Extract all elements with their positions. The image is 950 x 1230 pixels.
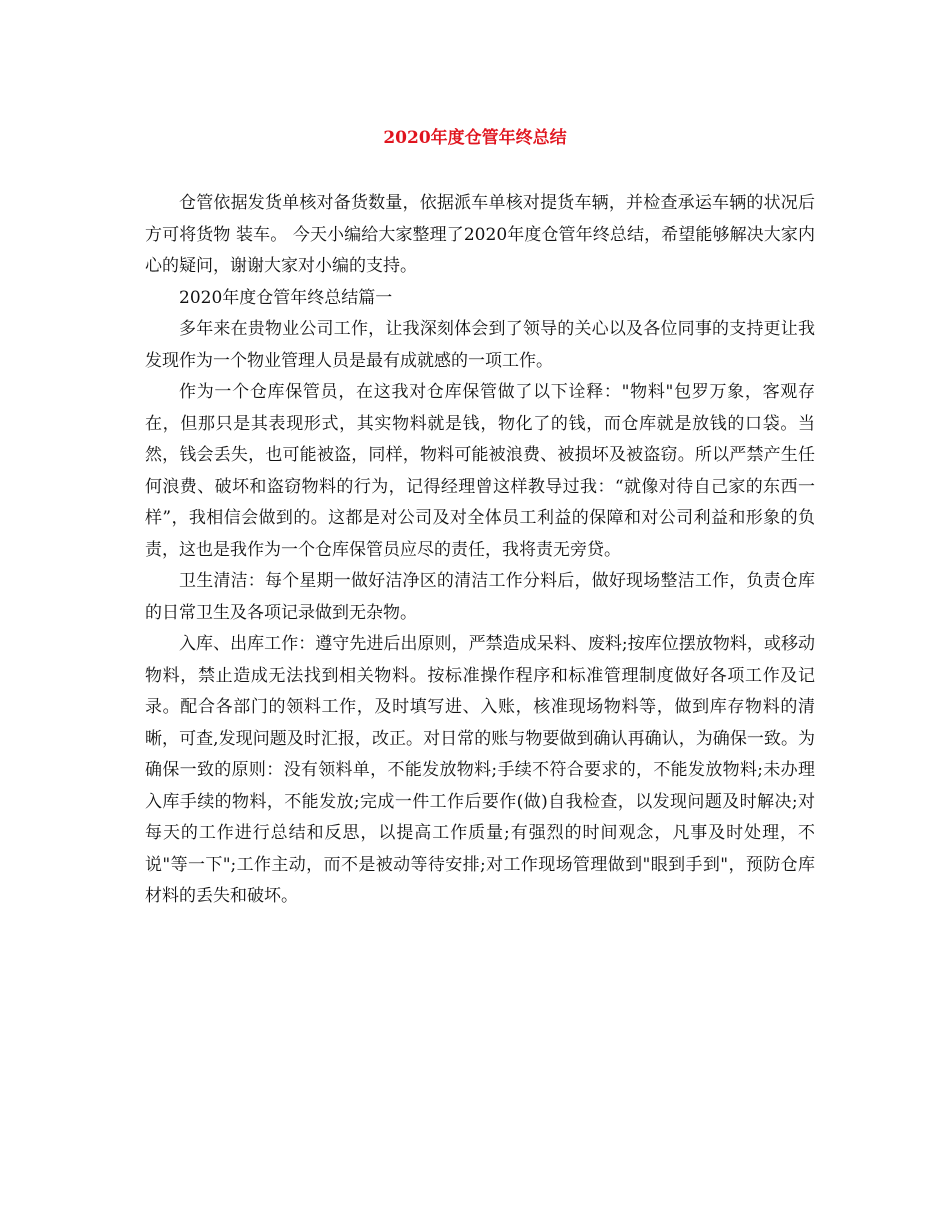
section-heading: 2020年度仓管年终总结篇一 [179,287,393,308]
document-title: 2020年度仓管年终总结 [383,128,567,148]
body-paragraph: 多年来在贵物业公司工作，让我深刻体会到了领导的关心以及各位同事的支持更让我发现作为一个物业管理人员是最有成就感的一项工作。 [145,319,815,371]
body-paragraph: 卫生清洁：每个星期一做好洁净区的清洁工作分料后，做好现场整洁工作，负责仓库的日常卫生及各项记录做到无杂物。 [145,571,815,623]
document-body [145,188,815,913]
body-paragraph: 作为一个仓库保管员，在这我对仓库保管做了以下诠释："物料"包罗万象，客观存在，但那只是其表现形式，其实物料就是钱，物化了的钱，而仓库就是放钱的口袋。当然，钱会丢失，也可能被盗，同样，物料可能被浪费、被损坏及被盗窃。所以严禁产生任何浪费、破坏和盗窃物料的行为，记得经理曾这样教导过我：“就像对待自己家的东西一样”，我相信会做到的。这都是对公司及对全体员工利益的保障和对公司利益和形象的负责，这也是我作为一个仓库保管员应尽的责任，我将责无旁贷。 [145,382,815,560]
body-paragraph: 入库、出库工作：遵守先进后出原则，严禁造成呆料、废料;按库位摆放物料，或移动物料，禁止造成无法找到相关物料。按标准操作程序和标准管理制度做好各项工作及记录。配合各部门的领料工作，及时填写进、入账，核准现场物料等，做到库存物料的清晰，可查,发现问题及时汇报，改正。对日常的账与物要做到确认再确认，为确保一致。为确保一致的原则：没有领料单，不能发放物料;手续不符合要求的，不能发放物料;未办理入库手续的物料，不能发放;完成一件工作后要作(做)自我检查，以发现问题及时解决;对每天的工作进行总结和反思，以提高工作质量;有强烈的时间观念，凡事及时处理，不说"等一下";工作主动，而不是被动等待安排;对工作现场管理做到"眼到手到"，预防仓库材料的丢失和破坏。 [145,634,815,906]
intro-paragraph: 仓管依据发货单核对备货数量，依据派车单核对提货车辆，并检查承运车辆的状况后方可将货物 装车。 今天小编给大家整理了2020年度仓管年终总结，希望能够解决大家内心的疑问，谢谢大家对小编的支持。 [145,193,815,276]
